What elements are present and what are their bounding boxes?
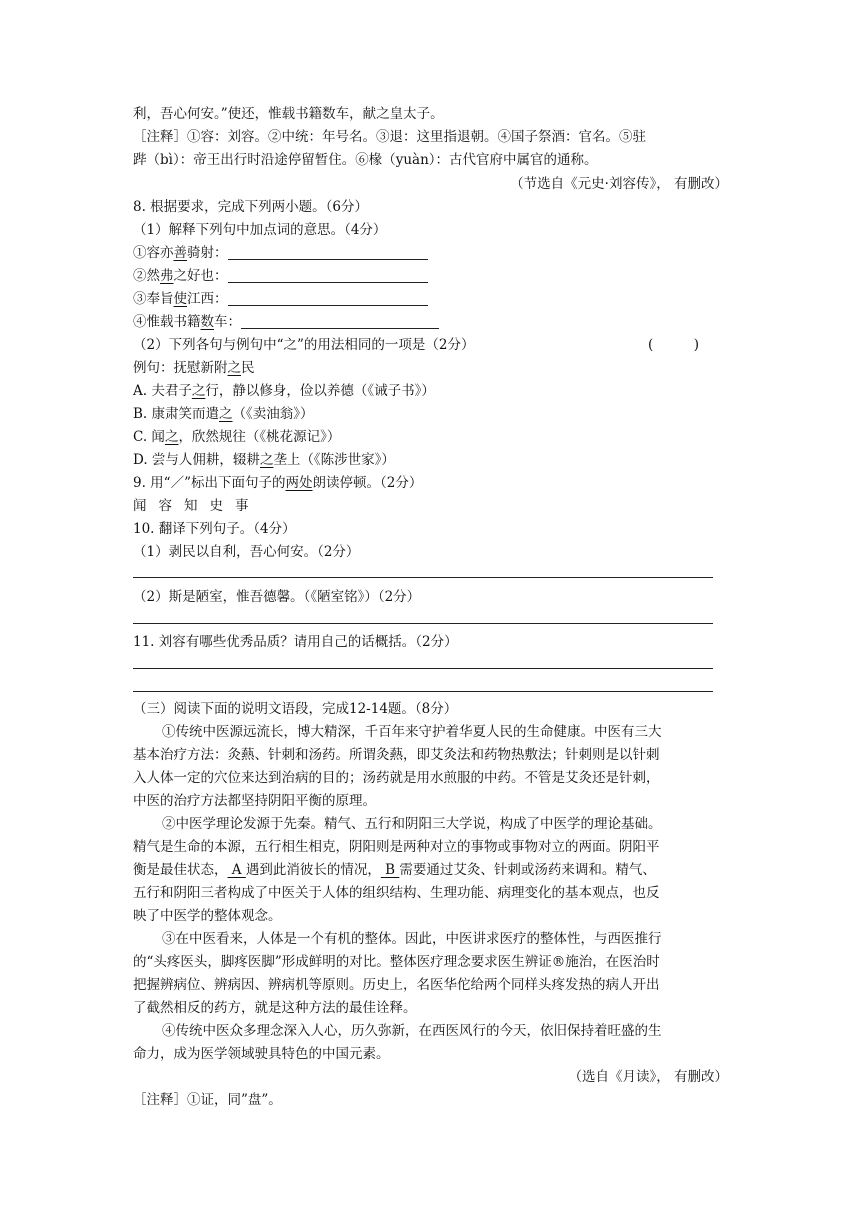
answer-paren[interactable]: ( ): [648, 337, 700, 353]
para4-line: ④传统中医众多理念深入人心，历久弥新，在西医风行的今天，依旧保持着旺盛的生: [162, 1023, 662, 1039]
q8-item-3: ③奉旨使江西：: [133, 289, 428, 309]
note-line-2: 跸（bì）：帝王出行时沿途停留暂住。⑥椽（yuàn）：古代官府中属官的通称。: [133, 152, 598, 168]
para1-line: 中医的治疗方法都坚持阴阳平衡的原理。: [133, 793, 376, 809]
answer-blank[interactable]: [228, 245, 428, 260]
para2-line-blanks: 衡是最佳状态， A 遇到此消彼长的情况， B 需要通过艾灸、针刺或汤药来调和。精气、: [133, 862, 656, 878]
source-citation-2: （选自《月读》， 有删改）: [568, 1069, 728, 1085]
source-citation: （节选自《元史·刘容传》， 有删改）: [510, 176, 728, 192]
option-b: B. 康肃笑而遣之（《卖油翁》）: [133, 406, 314, 422]
answer-line[interactable]: [133, 623, 713, 624]
para1-line: ①传统中医源远流长，博大精深，千百年来守护着华夏人民的生命健康。中医有三大: [162, 724, 662, 740]
passage-end: 利，吾心何安。”使还，惟载书籍数车，献之皇太子。: [133, 106, 444, 122]
para2-line: 精气是生命的本源，五行相生相克，阴阳则是两种对立的事物或事物对立的两面。阴阳平: [133, 839, 660, 855]
para1-line: 基本治疗方法：灸爇、针刺和汤药。所谓灸爇，即艾灸法和药物热敷法；针刺则是以针刺: [133, 747, 660, 763]
q10-title: 10. 翻译下列句子。（4分）: [133, 521, 296, 537]
q8-title: 8. 根据要求，完成下列两小题。（6分）: [133, 199, 369, 215]
para3-line: 了截然相反的药方，就是这种方法的最佳诠释。: [133, 1000, 417, 1016]
q10-s2: （2）斯是陋室，惟吾德馨。（《陋室铭》）（2分）: [133, 589, 421, 605]
q8-sub1: （1）解释下列句中加点词的意思。（4分）: [133, 222, 387, 238]
example-sentence: 例句：抚慰新附之民: [133, 360, 255, 376]
option-d: D. 尝与人佣耕，辍耕之垄上（《陈涉世家》）: [133, 452, 395, 468]
para3-line: ③在中医看来，人体是一个有机的整体。因此，中医讲求医疗的整体性，与西医推行: [162, 931, 662, 947]
answer-line[interactable]: [133, 668, 713, 669]
answer-line[interactable]: [133, 691, 713, 692]
blank-b: B: [380, 862, 400, 878]
option-c: C. 闻之，欣然规往（《桃花源记》）: [133, 429, 341, 445]
q9-title: 9. 用“／”标出下面句子的两处朗读停顿。（2分）: [133, 475, 423, 491]
q10-s1: （1）剥民以自利，吾心何安。（2分）: [133, 544, 360, 560]
answer-blank[interactable]: [228, 268, 428, 283]
blank-a: A: [227, 862, 246, 878]
section3-title: （三）阅读下面的说明文语段，完成12-14题。（8分）: [133, 701, 458, 717]
para2-line: 映了中医学的整体观念。: [133, 908, 282, 924]
para4-line: 命力，成为医学领域驶具特色的中国元素。: [133, 1046, 390, 1062]
note-2: ［注释］①证，同”盘”。: [133, 1092, 282, 1108]
answer-blank[interactable]: [241, 314, 439, 329]
note-line-1: ［注释］①容：刘容。②中统：年号名。③退：这里指退朝。④国子祭酒：官名。⑤驻: [133, 129, 646, 145]
para3-line: 把握辨病位、辨病因、辨病机等原则。历史上，名医华佗给两个同样头疼发热的病人开出: [133, 977, 660, 993]
para2-line: 五行和阴阳三者构成了中医关于人体的组织结构、生理功能、病理变化的基本观点，也反: [133, 885, 660, 901]
q8-sub2: （2）下列各句与例句中“之”的用法相同的一项是（2分）: [133, 337, 475, 353]
q8-item-4: ④惟载书籍数车：: [133, 312, 439, 332]
para3-line: 的“头疼医头，脚疼医脚”形成鲜明的对比。整体医疗理念要求医生辨证®施治，在医治时: [133, 954, 660, 970]
q8-item-1: ①容亦善骑射：: [133, 243, 428, 263]
answer-line[interactable]: [133, 577, 713, 578]
q11-title: 11. 刘容有哪些优秀品质？请用自己的话概括。（2分）: [133, 634, 458, 650]
answer-blank[interactable]: [228, 291, 428, 306]
q9-sentence: 闻容知史事: [133, 498, 261, 514]
option-a: A. 夫君子之行，静以修身，俭以养德（《诫子书》）: [133, 383, 435, 399]
para1-line: 入人体一定的穴位来达到治病的目的；汤药就是用水煎服的中药。不管是艾灸还是针刺，: [133, 770, 660, 786]
para2-line: ②中医学理论发源于先秦。精气、五行和阴阳三大学说，构成了中医学的理论基础。: [162, 816, 662, 832]
q8-item-2: ②然弗之好也：: [133, 266, 428, 286]
